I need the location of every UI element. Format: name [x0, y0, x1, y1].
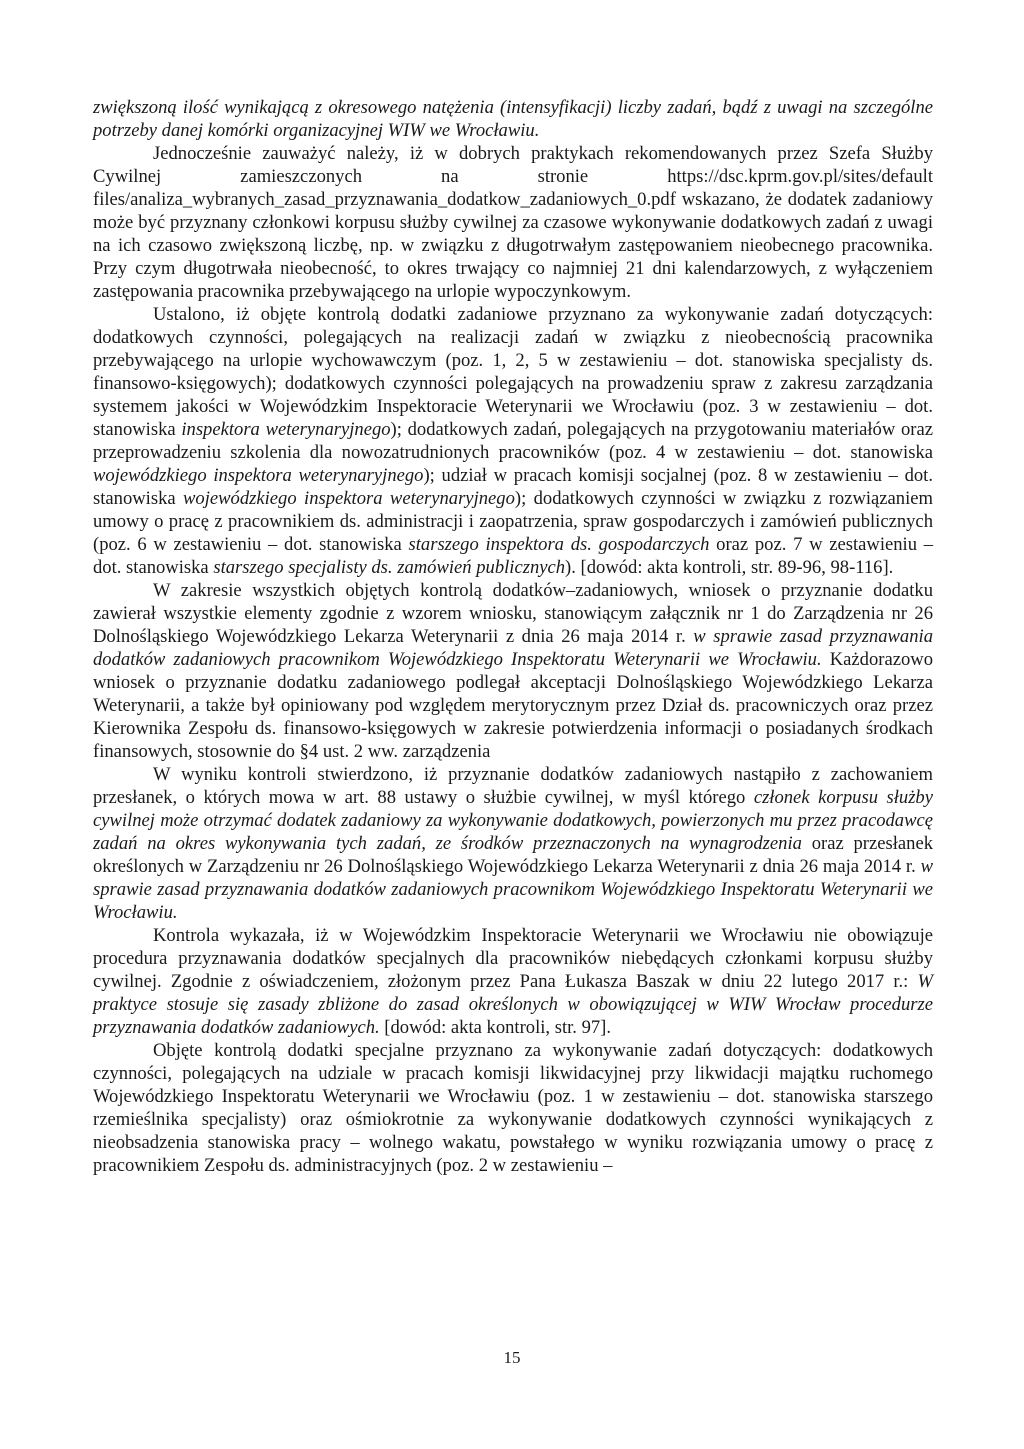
text-run-italic: członek korpusu służby cywilnej może otrzymać dodatek zadaniowy za wykonywanie dodatkowych, powierzonych mu przez pracodawcę zadań na okres wykonywania tych zadań, ze środków przeznaczonych na wynagrodzenia: [93, 787, 933, 854]
paragraph-3: [93, 303, 933, 579]
text-run: Ustalono, iż objęte kontrolą dodatki zadaniowe przyznano za wykonywanie zadań dotyczących: dodatkowych czynności, polegających na realizacji zadań w związku z nieobecnością pracownika przebywającego na urlopie wychowawczym (poz. 1, 2, 5 w zestawieniu – dot. stanowiska specjalisty ds. finansowo-księgowych); dodatkowych czynności polegających na prowadzeniu spraw z zakresu zarządzania systemem jakości w Wojewódzkim Inspektoracie Weterynarii we Wrocławiu (poz. 3 w zestawieniu – dot. stanowiska: [93, 304, 933, 440]
text-run-italic: w sprawie zasad przyznawania dodatków zadaniowych pracownikom Wojewódzkiego Inspektoratu Weterynarii we Wrocławiu.: [93, 626, 933, 670]
page-number: 15: [503, 1348, 521, 1367]
text-run: zwiększoną ilość wynikającą z okresowego natężenia (intensyfikacji) liczby zadań, bądź z uwagi na szczególne potrzeby danej komórki organizacyjnej WIW we Wrocławiu.: [93, 97, 933, 141]
text-run: Każdorazowo wniosek o przyznanie dodatku zadaniowego podlegał akceptacji Dolnośląskiego Wojewódzkiego Lekarza Weterynarii, a także był opiniowany pod względem merytorycznym przez Dział ds. pracowniczych oraz przez Kierownika Zespołu ds. finansowo-księgowych w zakresie potwierdzenia informacji o posiadanych środkach finansowych, stosownie do §4 ust. 2 ww. zarządzenia: [93, 649, 933, 762]
text-run: ). [dowód: akta kontroli, str. 89-96, 98-116].: [565, 557, 894, 578]
text-run-italic: wojewódzkiego inspektora weterynaryjnego: [183, 488, 515, 509]
text-run-italic: starszego inspektora ds. gospodarczych: [408, 534, 710, 555]
text-run-italic: W praktyce stosuje się zasady zbliżone do zasad określonych w obowiązującej w WIW Wrocław procedurze przyznawania dodatków zadaniowych.: [93, 971, 933, 1038]
text-run: oraz poz. 7 w zestawieniu – dot. stanowiska: [93, 534, 934, 578]
text-run: oraz przesłanek określonych w Zarządzeniu nr 26 Dolnośląskiego Wojewódzkiego Lekarza Weterynarii z dnia 26 maja 2014 r.: [93, 833, 933, 877]
text-run: Jednocześnie zauważyć należy, iż w dobrych praktykach rekomendowanych przez Szefa Służby Cywilnej zamieszczonych na stronie https://dsc.kprm.gov.pl/sites/default files/analiza_wybranych_zasad_przyznawania_dodatkow_zadaniowych_0.pdf wskazano, że dodatek zadaniowy może być przyznany członkowi korpusu służby cywilnej za czasowe wykonywanie dodatkowych zadań z uwagi na ich czasowo zwiększoną liczbę, np. w związku z długotrwałym zastępowaniem nieobecnego pracownika. Przy czym długotrwała nieobecność, to okres trwający co najmniej 21 dni kalendarzowych, z wyłączeniem zastępowania pracownika przebywającego na urlopie wypoczynkowym.: [93, 143, 933, 302]
paragraph-4: [93, 579, 933, 763]
text-run-italic: starszego specjalisty ds. zamówień publicznych: [213, 557, 566, 578]
text-run: ); dodatkowych czynności w związku z rozwiązaniem umowy o pracę z pracownikiem ds. administracji i zaopatrzenia, spraw gospodarczych i zamówień publicznych (poz. 6 w zestawieniu – dot. stanowiska: [93, 488, 933, 555]
text-run: Objęte kontrolą dodatki specjalne przyznano za wykonywanie zadań dotyczących: dodatkowych czynności, polegających na udziale w pracach komisji likwidacyjnej przy likwidacji majątku ruchomego Wojewódzkiego Inspektoratu Weterynarii we Wrocławiu (poz. 1 w zestawieniu – dot. stanowiska starszego rzemieślnika specjalisty) oraz ośmiokrotnie za wykonywanie dodatkowych czynności wynikających z nieobsadzenia stanowiska pracy – wolnego wakatu, powstałego w wyniku rozwiązania umowy o pracę z pracownikiem Zespołu ds. administracyjnych (poz. 2 w zestawieniu –: [93, 1040, 933, 1176]
text-run: W zakresie wszystkich objętych kontrolą dodatków–zadaniowych, wniosek o przyznanie dodatku zawierał wszystkie elementy zgodnie z wzorem wniosku, stanowiącym załącznik nr 1 do Zarządzenia nr 26 Dolnośląskiego Wojewódzkiego Lekarza Weterynarii z dnia 26 maja 2014 r.: [93, 580, 933, 647]
paragraph-2: [93, 142, 933, 303]
text-run-italic: wojewódzkiego inspektora weterynaryjnego: [93, 465, 424, 486]
paragraph-1: [93, 96, 933, 142]
paragraph-7: [93, 1039, 933, 1177]
text-run: ); dodatkowych zadań, polegających na przygotowaniu materiałów oraz przeprowadzeniu szkolenia dla nowozatrudnionych pracowników (poz. 4 w zestawieniu – dot. stanowiska: [93, 419, 933, 463]
text-run-italic: inspektora weterynaryjnego: [181, 419, 391, 440]
paragraph-5: [93, 763, 933, 924]
text-run: [dowód: akta kontroli, str. 97].: [379, 1017, 612, 1038]
document-body: [93, 96, 933, 1177]
text-run: ); udział w pracach komisji socjalnej (poz. 8 w zestawieniu – dot. stanowiska: [93, 465, 933, 509]
paragraph-6: [93, 924, 933, 1039]
text-run-italic: w sprawie zasad przyznawania dodatków zadaniowych pracownikom Wojewódzkiego Inspektoratu Weterynarii we Wrocławiu.: [93, 856, 933, 923]
text-run: W wyniku kontroli stwierdzono, iż przyznanie dodatków zadaniowych nastąpiło z zachowaniem przesłanek, o których mowa w art. 88 ustawy o służbie cywilnej, w myśl którego: [93, 764, 933, 808]
text-run: Kontrola wykazała, iż w Wojewódzkim Inspektoracie Weterynarii we Wrocławiu nie obowiązuje procedura przyznawania dodatków specjalnych dla pracowników niebędących członkami korpusu służby cywilnej. Zgodnie z oświadczeniem, złożonym przez Pana Łukasza Baszak w dniu 22 lutego 2017 r.:: [93, 925, 933, 992]
